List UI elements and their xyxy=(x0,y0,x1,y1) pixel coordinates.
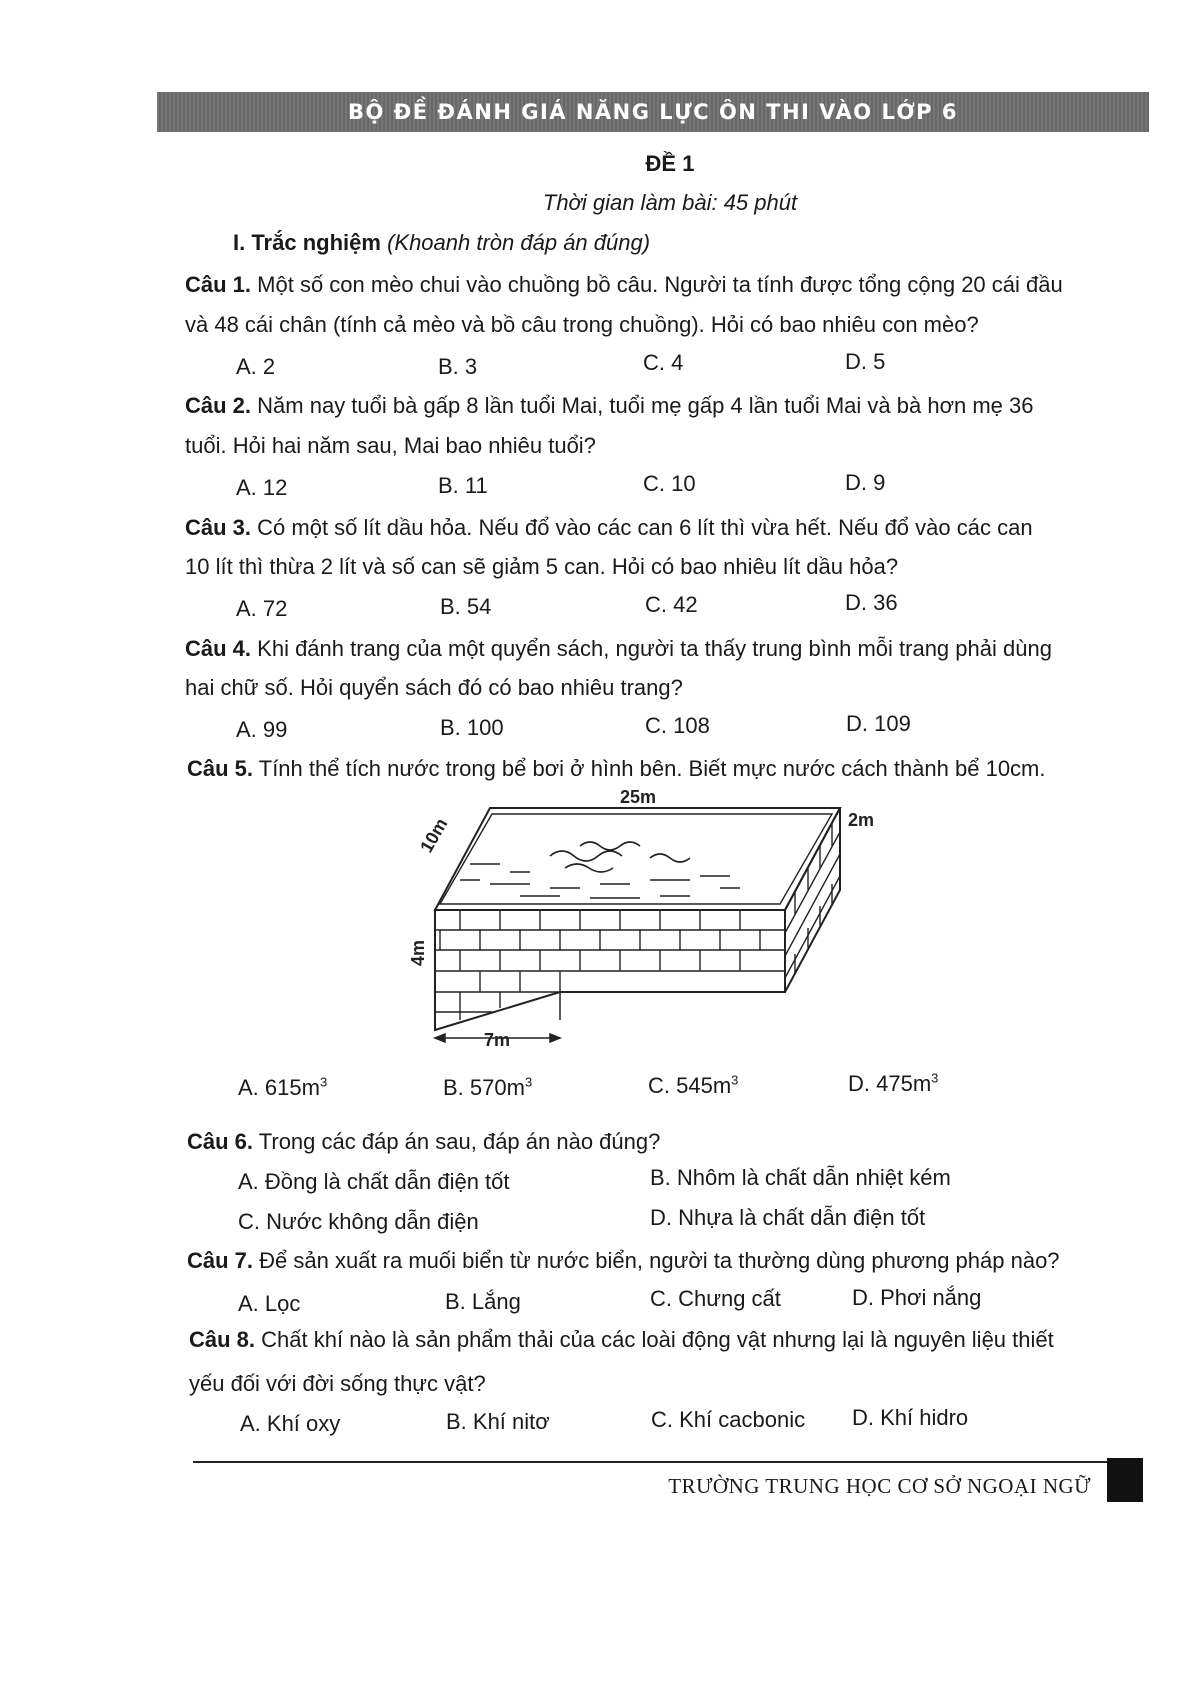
label-shallow-depth: 2m xyxy=(848,810,875,830)
header-banner xyxy=(157,92,1149,132)
option-c[interactable]: C. Chưng cất xyxy=(650,1286,781,1311)
section-note: (Khoanh tròn đáp án đúng) xyxy=(387,230,651,255)
question-label: Câu 2. xyxy=(185,393,252,418)
unit-exponent: 3 xyxy=(731,1072,739,1088)
option-d[interactable] xyxy=(848,1070,938,1098)
option-b[interactable]: B. 100 xyxy=(440,715,504,740)
question-3-line-1 xyxy=(185,514,1033,542)
question-label: Câu 4. xyxy=(185,636,252,661)
option-a[interactable]: A. 72 xyxy=(236,596,288,621)
option-a[interactable]: A. Khí oxy xyxy=(240,1411,341,1436)
pool-diagram xyxy=(400,788,880,1048)
option-b[interactable]: B. Nhôm là chất dẫn nhiệt kém xyxy=(650,1165,951,1190)
option-a[interactable]: A. 99 xyxy=(236,717,288,742)
option-text: C. 545m xyxy=(648,1073,732,1098)
question-1-line-1 xyxy=(185,271,1063,299)
footer-block xyxy=(1107,1458,1143,1502)
option-c[interactable]: C. Khí cacbonic xyxy=(651,1407,806,1432)
question-6-line-1 xyxy=(187,1128,660,1156)
option-b[interactable]: B. 3 xyxy=(438,354,478,379)
option-text: B. 570m xyxy=(443,1075,525,1100)
option-a[interactable] xyxy=(238,1074,327,1102)
option-b[interactable]: B. Khí nitơ xyxy=(446,1409,550,1434)
question-label: Câu 3. xyxy=(185,515,252,540)
question-text: Tính thể tích nước trong bể bơi ở hình bên. Biết mực nước cách thành bể 10cm. xyxy=(258,756,1046,781)
label-slope-length: 7m xyxy=(484,1030,511,1048)
option-b[interactable]: B. 54 xyxy=(440,594,492,619)
option-d[interactable]: D. 109 xyxy=(846,711,911,736)
unit-exponent: 3 xyxy=(931,1070,939,1086)
option-a[interactable]: A. Đồng là chất dẫn điện tốt xyxy=(238,1169,510,1194)
question-text: Chất khí nào là sản phẩm thải của các loài động vật nhưng lại là nguyên liệu thiết xyxy=(261,1327,1054,1352)
exam-time: Thời gian làm bài: 45 phút xyxy=(542,190,798,215)
option-d[interactable]: D. Phơi nắng xyxy=(852,1285,982,1310)
option-c[interactable] xyxy=(648,1072,738,1100)
option-b[interactable]: B. 11 xyxy=(438,473,488,498)
question-text: Năm nay tuổi bà gấp 8 lần tuổi Mai, tuổi mẹ gấp 4 lần tuổi Mai và bà hơn mẹ 36 xyxy=(257,393,1034,418)
question-8-line-1 xyxy=(189,1326,1054,1354)
option-b[interactable] xyxy=(443,1074,532,1102)
option-c[interactable]: C. 10 xyxy=(643,471,696,496)
question-4-line-1 xyxy=(185,635,1052,663)
question-label: Câu 6. xyxy=(187,1129,254,1154)
option-d[interactable]: D. Nhựa là chất dẫn điện tốt xyxy=(650,1205,926,1230)
question-2-line-1 xyxy=(185,392,1033,420)
banner-title: BỘ ĐỀ ĐÁNH GIÁ NĂNG LỰC ÔN THI VÀO LỚP 6 xyxy=(348,100,958,124)
option-d[interactable]: D. 9 xyxy=(845,470,886,495)
footer-divider xyxy=(193,1461,1143,1463)
question-text: Trong các đáp án sau, đáp án nào đúng? xyxy=(258,1129,661,1154)
label-width: 10m xyxy=(416,814,452,856)
pool-top-face xyxy=(435,808,840,910)
question-8-line-2: yếu đối với đời sống thực vật? xyxy=(189,1371,486,1396)
option-a[interactable]: A. 12 xyxy=(236,475,288,500)
section-heading xyxy=(233,229,650,257)
label-deep-depth: 4m xyxy=(408,939,428,966)
question-4-line-2: hai chữ số. Hỏi quyển sách đó có bao nhiêu trang? xyxy=(185,675,683,700)
unit-exponent: 3 xyxy=(524,1074,533,1090)
question-text: Khi đánh trang của một quyển sách, người ta thấy trung bình mỗi trang phải dùng xyxy=(257,636,1052,661)
exam-title: ĐỀ 1 xyxy=(645,151,695,176)
option-d[interactable]: D. 36 xyxy=(845,590,898,615)
unit-exponent: 3 xyxy=(319,1074,328,1090)
option-c[interactable]: C. 108 xyxy=(645,713,710,738)
option-d[interactable]: D. Khí hidro xyxy=(852,1405,969,1430)
option-d[interactable]: D. 5 xyxy=(845,349,886,374)
option-a[interactable]: A. Lọc xyxy=(238,1291,301,1316)
question-label: Câu 8. xyxy=(189,1327,256,1352)
section-title: I. Trắc nghiệm xyxy=(233,230,381,255)
question-5-line-1 xyxy=(187,755,1046,783)
label-length: 25m xyxy=(620,788,657,807)
option-c[interactable]: C. 42 xyxy=(645,592,698,617)
question-label: Câu 1. xyxy=(185,272,252,297)
option-a[interactable]: A. 2 xyxy=(236,354,276,379)
option-b[interactable]: B. Lắng xyxy=(445,1289,521,1314)
option-text: A. 615m xyxy=(238,1075,320,1100)
question-7-line-1 xyxy=(187,1247,1060,1275)
option-c[interactable]: C. Nước không dẫn điện xyxy=(238,1209,479,1234)
footer-school: TRƯỜNG TRUNG HỌC CƠ SỞ NGOẠI NGỮ xyxy=(668,1474,1091,1498)
question-text: Một số con mèo chui vào chuồng bồ câu. Người ta tính được tổng cộng 20 cái đầu xyxy=(257,272,1063,297)
option-c[interactable]: C. 4 xyxy=(643,350,684,375)
pool-inner-rim xyxy=(440,814,832,904)
question-text: Có một số lít dầu hỏa. Nếu đổ vào các can 6 lít thì vừa hết. Nếu đổ vào các can xyxy=(257,515,1033,540)
option-text: D. 475m xyxy=(848,1071,932,1096)
question-1-line-2: và 48 cái chân (tính cả mèo và bồ câu trong chuồng). Hỏi có bao nhiêu con mèo? xyxy=(185,312,979,337)
question-2-line-2: tuổi. Hỏi hai năm sau, Mai bao nhiêu tuổi? xyxy=(185,433,596,458)
question-label: Câu 7. xyxy=(187,1248,254,1273)
question-text: Để sản xuất ra muối biển từ nước biển, người ta thường dùng phương pháp nào? xyxy=(259,1248,1060,1273)
question-3-line-2: 10 lít thì thừa 2 lít và số can sẽ giảm 5 can. Hỏi có bao nhiêu lít dầu hỏa? xyxy=(185,554,899,579)
question-label: Câu 5. xyxy=(187,756,254,781)
